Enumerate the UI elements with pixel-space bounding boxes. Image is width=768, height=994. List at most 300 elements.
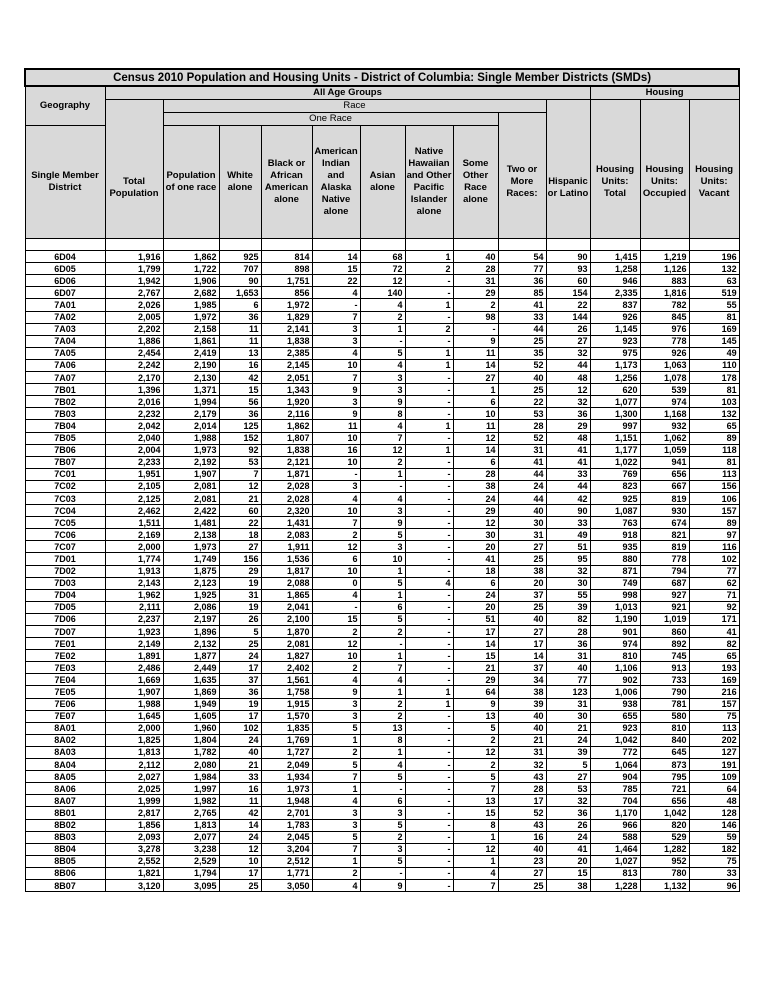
value-cell: 16	[312, 444, 360, 456]
value-cell: 15	[312, 613, 360, 625]
value-cell: 873	[640, 759, 689, 771]
value-cell: 778	[640, 335, 689, 347]
value-cell: 31	[546, 650, 590, 662]
value-cell: 674	[640, 517, 689, 529]
value-cell: -	[360, 638, 405, 650]
district-cell: 7C06	[25, 529, 105, 541]
value-cell: 5	[360, 577, 405, 589]
value-cell: 13	[453, 795, 498, 807]
value-cell: 2,335	[590, 287, 640, 299]
value-cell: 1,913	[105, 565, 163, 577]
district-cell: 7B01	[25, 384, 105, 396]
value-cell: 90	[546, 505, 590, 517]
value-cell: 31	[546, 698, 590, 710]
value-cell: 3	[360, 505, 405, 517]
value-cell: 2,486	[105, 662, 163, 674]
value-cell: 27	[546, 771, 590, 783]
value-cell: 53	[498, 408, 546, 420]
district-cell: 8B07	[25, 879, 105, 891]
value-cell: 1	[405, 299, 453, 311]
table-row	[25, 492, 739, 504]
value-cell: 5	[312, 759, 360, 771]
value-cell: 1,999	[105, 795, 163, 807]
value-cell: 2,202	[105, 323, 163, 335]
value-cell: 656	[640, 468, 689, 480]
hu-vacant-header: Housing Units: Vacant	[689, 100, 739, 239]
district-cell: 7D01	[25, 553, 105, 565]
value-cell: 1,829	[261, 311, 312, 323]
value-cell: 11	[453, 420, 498, 432]
value-cell: 9	[360, 517, 405, 529]
value-cell: 1,078	[640, 372, 689, 384]
value-cell: 923	[590, 722, 640, 734]
value-cell: 1,816	[640, 287, 689, 299]
value-cell: 898	[261, 263, 312, 275]
value-cell: 1,783	[261, 819, 312, 831]
value-cell: 17	[498, 638, 546, 650]
value-cell: 1,219	[640, 251, 689, 263]
value-cell: 2	[405, 323, 453, 335]
value-cell: 75	[689, 710, 739, 722]
value-cell: 34	[498, 674, 546, 686]
table-row	[25, 263, 739, 275]
value-cell: 2	[360, 626, 405, 638]
value-cell: 92	[219, 444, 261, 456]
value-cell: 1,988	[163, 432, 219, 444]
gap-cell	[25, 239, 105, 251]
value-cell: -	[405, 372, 453, 384]
value-cell: 42	[219, 372, 261, 384]
value-cell: 14	[312, 251, 360, 263]
value-cell: 28	[453, 468, 498, 480]
value-cell: 191	[689, 759, 739, 771]
value-cell: 2,682	[163, 287, 219, 299]
district-cell: 7C07	[25, 541, 105, 553]
value-cell: 704	[590, 795, 640, 807]
value-cell: 27	[498, 541, 546, 553]
value-cell: 37	[498, 662, 546, 674]
all-age-groups-header: All Age Groups	[105, 86, 590, 100]
table-row	[25, 746, 739, 758]
value-cell: 30	[498, 517, 546, 529]
district-cell: 8B01	[25, 807, 105, 819]
value-cell: 2	[312, 867, 360, 879]
value-cell: 1,934	[261, 771, 312, 783]
value-cell: 64	[453, 686, 498, 698]
value-cell: 1,925	[163, 589, 219, 601]
value-cell: 27	[546, 335, 590, 347]
table-row	[25, 565, 739, 577]
value-cell: 5	[453, 771, 498, 783]
value-cell: 1	[405, 686, 453, 698]
value-cell: 3,095	[163, 879, 219, 891]
value-cell: 6	[360, 601, 405, 613]
value-cell: 9	[312, 686, 360, 698]
table-row	[25, 613, 739, 625]
value-cell: 923	[590, 335, 640, 347]
value-cell: -	[360, 335, 405, 347]
value-cell: 1	[405, 698, 453, 710]
value-cell: 1,464	[590, 843, 640, 855]
table-row	[25, 577, 739, 589]
value-cell: 3	[312, 819, 360, 831]
value-cell: 2,111	[105, 601, 163, 613]
value-cell: 998	[590, 589, 640, 601]
district-cell: 8A07	[25, 795, 105, 807]
value-cell: 1	[312, 855, 360, 867]
value-cell: -	[405, 626, 453, 638]
value-cell: 113	[689, 722, 739, 734]
value-cell: 7	[312, 771, 360, 783]
value-cell: 4	[312, 492, 360, 504]
value-cell: 2,419	[163, 347, 219, 359]
value-cell: 36	[498, 275, 546, 287]
table-row	[25, 710, 739, 722]
value-cell: 93	[546, 263, 590, 275]
value-cell: 1,994	[163, 396, 219, 408]
value-cell: 24	[546, 831, 590, 843]
value-cell: 4	[360, 674, 405, 686]
value-cell: 1,042	[590, 734, 640, 746]
value-cell: 60	[546, 275, 590, 287]
value-cell: 1	[453, 384, 498, 396]
value-cell: -	[312, 601, 360, 613]
value-cell: 1	[312, 734, 360, 746]
value-cell: -	[405, 674, 453, 686]
value-cell: 1,891	[105, 650, 163, 662]
district-cell: 7D02	[25, 565, 105, 577]
value-cell: 2,130	[163, 372, 219, 384]
value-cell: 106	[689, 492, 739, 504]
value-cell: 32	[546, 565, 590, 577]
value-cell: 1,258	[590, 263, 640, 275]
value-cell: 12	[312, 541, 360, 553]
value-cell: 620	[590, 384, 640, 396]
value-cell: 946	[590, 275, 640, 287]
value-cell: 12	[453, 432, 498, 444]
value-cell: 4	[405, 577, 453, 589]
value-cell: 4	[312, 674, 360, 686]
value-cell: 813	[590, 867, 640, 879]
value-cell: 15	[312, 263, 360, 275]
value-cell: 2,169	[105, 529, 163, 541]
district-cell: 7A01	[25, 299, 105, 311]
pop-one-race-header: Population of one race	[163, 126, 219, 239]
value-cell: 38	[453, 480, 498, 492]
value-cell: 904	[590, 771, 640, 783]
value-cell: 17	[219, 867, 261, 879]
value-cell: 22	[312, 275, 360, 287]
value-cell: 733	[640, 674, 689, 686]
value-cell: 902	[590, 674, 640, 686]
gap-cell	[312, 239, 360, 251]
value-cell: 171	[689, 613, 739, 625]
district-cell: 7D03	[25, 577, 105, 589]
value-cell: 152	[219, 432, 261, 444]
value-cell: 1,653	[219, 287, 261, 299]
value-cell: 55	[689, 299, 739, 311]
value-cell: 127	[689, 746, 739, 758]
value-cell: 2,028	[261, 492, 312, 504]
value-cell: 2,016	[105, 396, 163, 408]
value-cell: 1,865	[261, 589, 312, 601]
value-cell: -	[405, 710, 453, 722]
value-cell: 5	[219, 626, 261, 638]
value-cell: 36	[219, 686, 261, 698]
table-row	[25, 275, 739, 287]
value-cell: 5	[453, 722, 498, 734]
value-cell: 41	[546, 843, 590, 855]
value-cell: 38	[498, 686, 546, 698]
value-cell: 36	[219, 311, 261, 323]
value-cell: 29	[453, 674, 498, 686]
value-cell: 65	[689, 420, 739, 432]
value-cell: -	[405, 759, 453, 771]
value-cell: 778	[640, 553, 689, 565]
value-cell: -	[405, 879, 453, 891]
value-cell: 41	[689, 626, 739, 638]
value-cell: 40	[498, 710, 546, 722]
value-cell: 82	[689, 638, 739, 650]
value-cell: 11	[453, 347, 498, 359]
value-cell: 27	[498, 626, 546, 638]
value-cell: 1	[405, 420, 453, 432]
value-cell: -	[405, 662, 453, 674]
district-cell: 7B05	[25, 432, 105, 444]
value-cell: 2,385	[261, 347, 312, 359]
table-row	[25, 771, 739, 783]
value-cell: 12	[453, 517, 498, 529]
district-cell: 7D07	[25, 626, 105, 638]
value-cell: 40	[498, 372, 546, 384]
value-cell: 33	[546, 468, 590, 480]
value-cell: 2,083	[261, 529, 312, 541]
value-cell: 1,415	[590, 251, 640, 263]
value-cell: 3	[312, 335, 360, 347]
district-cell: 7A02	[25, 311, 105, 323]
value-cell: 3	[360, 372, 405, 384]
value-cell: 33	[219, 771, 261, 783]
value-cell: 38	[498, 565, 546, 577]
value-cell: 921	[640, 601, 689, 613]
value-cell: 52	[498, 807, 546, 819]
value-cell: 11	[219, 795, 261, 807]
value-cell: 4	[312, 287, 360, 299]
value-cell: -	[405, 638, 453, 650]
white-header: White alone	[219, 126, 261, 239]
value-cell: 15	[546, 867, 590, 879]
value-cell: 77	[546, 674, 590, 686]
table-row	[25, 831, 739, 843]
value-cell: 12	[219, 480, 261, 492]
value-cell: 997	[590, 420, 640, 432]
value-cell: 935	[590, 541, 640, 553]
value-cell: 31	[498, 444, 546, 456]
value-cell: 5	[360, 613, 405, 625]
value-cell: 7	[312, 311, 360, 323]
value-cell: 1,915	[261, 698, 312, 710]
value-cell: 845	[640, 311, 689, 323]
value-cell: 974	[640, 396, 689, 408]
value-cell: 16	[219, 359, 261, 371]
value-cell: 2,027	[105, 771, 163, 783]
table-row	[25, 251, 739, 263]
value-cell: 1,794	[163, 867, 219, 879]
value-cell: 90	[219, 275, 261, 287]
value-cell: 24	[219, 831, 261, 843]
value-cell: 55	[546, 589, 590, 601]
district-cell: 7B07	[25, 456, 105, 468]
value-cell: 2,014	[163, 420, 219, 432]
district-cell: 8A06	[25, 783, 105, 795]
value-cell: 17	[219, 710, 261, 722]
value-cell: 1,962	[105, 589, 163, 601]
value-cell: 29	[219, 565, 261, 577]
value-cell: 95	[546, 553, 590, 565]
value-cell: 925	[219, 251, 261, 263]
value-cell: 1	[453, 831, 498, 843]
value-cell: 1,077	[590, 396, 640, 408]
value-cell: -	[405, 601, 453, 613]
value-cell: 2,149	[105, 638, 163, 650]
value-cell: 62	[689, 577, 739, 589]
value-cell: 1,063	[640, 359, 689, 371]
value-cell: 2,040	[105, 432, 163, 444]
value-cell: 645	[640, 746, 689, 758]
value-cell: 1,774	[105, 553, 163, 565]
value-cell: 20	[546, 855, 590, 867]
value-cell: 10	[219, 855, 261, 867]
table-row	[25, 287, 739, 299]
value-cell: 26	[546, 819, 590, 831]
value-cell: 146	[689, 819, 739, 831]
value-cell: 21	[546, 722, 590, 734]
value-cell: 33	[689, 867, 739, 879]
value-cell: 3,204	[261, 843, 312, 855]
value-cell: 37	[219, 674, 261, 686]
value-cell: 26	[546, 323, 590, 335]
value-cell: 25	[498, 335, 546, 347]
value-cell: 178	[689, 372, 739, 384]
value-cell: 1,396	[105, 384, 163, 396]
table-row	[25, 420, 739, 432]
value-cell: -	[360, 480, 405, 492]
value-cell: 810	[640, 722, 689, 734]
value-cell: 1,749	[163, 553, 219, 565]
value-cell: -	[453, 323, 498, 335]
value-cell: 90	[546, 251, 590, 263]
value-cell: 39	[546, 601, 590, 613]
value-cell: 21	[219, 759, 261, 771]
value-cell: 3	[312, 698, 360, 710]
table-row	[25, 480, 739, 492]
value-cell: 169	[689, 674, 739, 686]
table-row	[25, 589, 739, 601]
value-cell: -	[312, 299, 360, 311]
value-cell: 1,813	[105, 746, 163, 758]
gap-cell	[453, 239, 498, 251]
value-cell: 837	[590, 299, 640, 311]
value-cell: 2,028	[261, 480, 312, 492]
value-cell: 901	[590, 626, 640, 638]
value-cell: 132	[689, 408, 739, 420]
value-cell: 2,765	[163, 807, 219, 819]
value-cell: 60	[219, 505, 261, 517]
value-cell: 1,907	[105, 686, 163, 698]
value-cell: 125	[219, 420, 261, 432]
gap-cell	[546, 239, 590, 251]
value-cell: 1,988	[105, 698, 163, 710]
value-cell: 2	[453, 759, 498, 771]
value-cell: 3	[312, 323, 360, 335]
value-cell: 2,190	[163, 359, 219, 371]
value-cell: 52	[498, 359, 546, 371]
value-cell: 31	[453, 275, 498, 287]
value-cell: 5	[312, 722, 360, 734]
value-cell: 97	[689, 529, 739, 541]
value-cell: 2,232	[105, 408, 163, 420]
value-cell: 1	[405, 347, 453, 359]
value-cell: 1	[405, 359, 453, 371]
value-cell: -	[405, 795, 453, 807]
value-cell: 44	[498, 492, 546, 504]
value-cell: 10	[312, 650, 360, 662]
district-cell: 7C02	[25, 480, 105, 492]
value-cell: 1	[405, 251, 453, 263]
value-cell: -	[405, 831, 453, 843]
gap-cell	[219, 239, 261, 251]
table-row	[25, 468, 739, 480]
value-cell: 40	[498, 722, 546, 734]
value-cell: 1	[360, 650, 405, 662]
value-cell: 15	[453, 807, 498, 819]
hu-total-header: Housing Units: Total	[590, 100, 640, 239]
value-cell: 1,973	[261, 783, 312, 795]
value-cell: -	[312, 468, 360, 480]
value-cell: 1,835	[261, 722, 312, 734]
value-cell: 820	[640, 819, 689, 831]
value-cell: 40	[498, 843, 546, 855]
value-cell: 930	[640, 505, 689, 517]
value-cell: 1,170	[590, 807, 640, 819]
value-cell: 156	[689, 480, 739, 492]
value-cell: 4	[360, 492, 405, 504]
value-cell: 6	[453, 577, 498, 589]
table-row	[25, 299, 739, 311]
value-cell: 14	[453, 444, 498, 456]
value-cell: 19	[219, 577, 261, 589]
value-cell: 1,949	[163, 698, 219, 710]
value-cell: 1,827	[261, 650, 312, 662]
nhpi-header: Native Hawaiian and Other Pacific Islander alone	[405, 126, 453, 239]
value-cell: 1,570	[261, 710, 312, 722]
gap-cell	[689, 239, 739, 251]
value-cell: 2,138	[163, 529, 219, 541]
value-cell: -	[405, 807, 453, 819]
race-header: Race	[163, 100, 546, 113]
table-row	[25, 541, 739, 553]
value-cell: 1,877	[163, 650, 219, 662]
district-cell: 6D04	[25, 251, 105, 263]
value-cell: 1,985	[163, 299, 219, 311]
value-cell: 655	[590, 710, 640, 722]
value-cell: 12	[219, 843, 261, 855]
value-cell: 1,536	[261, 553, 312, 565]
value-cell: 2	[312, 626, 360, 638]
one-race-header: One Race	[163, 113, 498, 126]
value-cell: 98	[453, 311, 498, 323]
value-cell: 19	[219, 601, 261, 613]
